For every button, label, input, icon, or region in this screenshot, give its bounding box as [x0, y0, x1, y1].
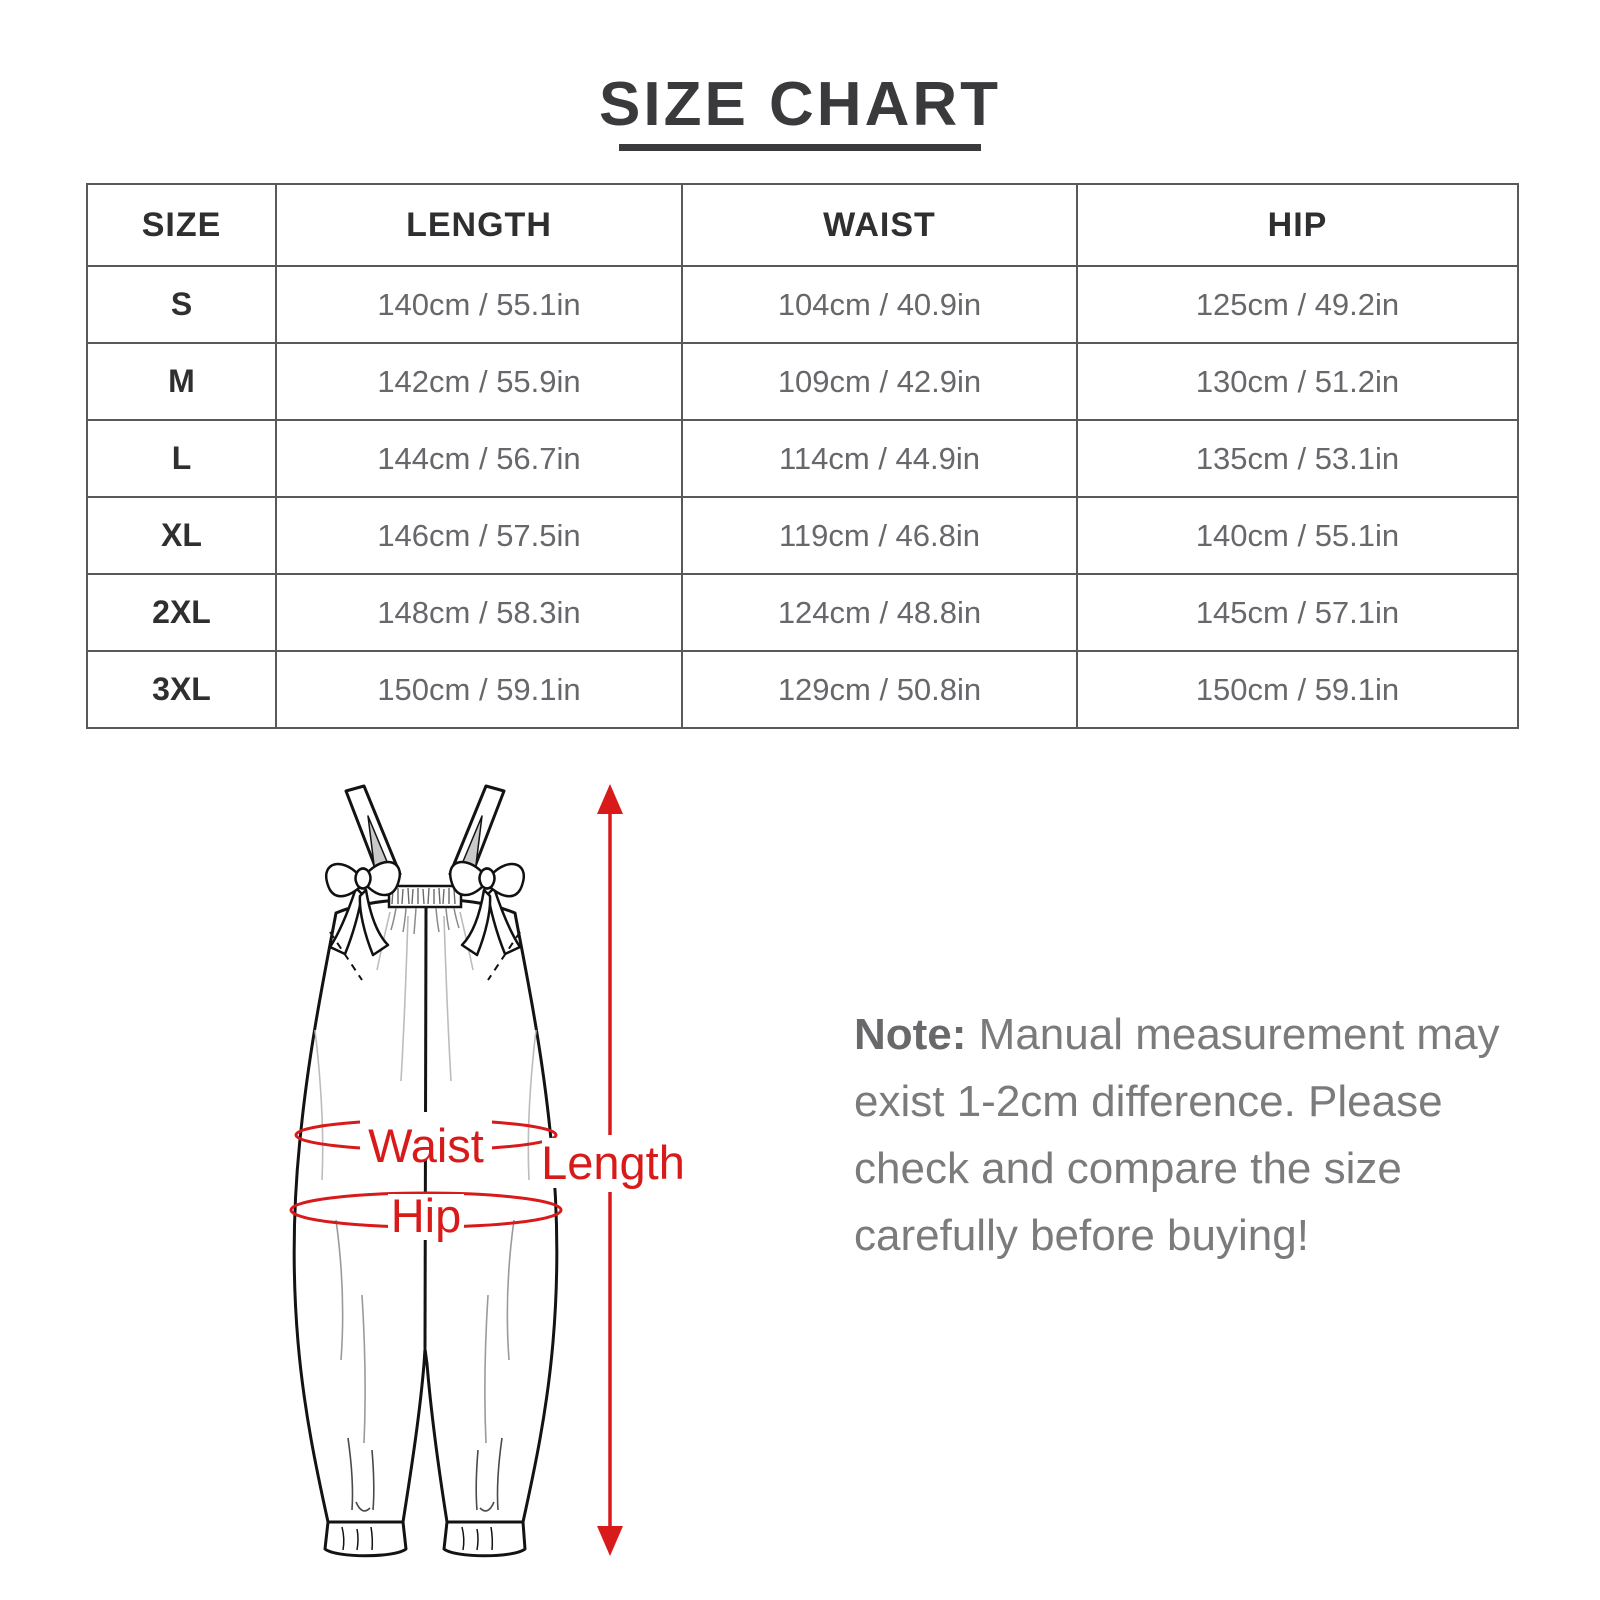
- length-value: 148cm / 58.3in: [276, 574, 682, 651]
- hip-value: 135cm / 53.1in: [1077, 420, 1518, 497]
- title-underline: [619, 144, 981, 151]
- table-row: [87, 574, 1518, 651]
- waist-value: 129cm / 50.8in: [682, 651, 1077, 728]
- waist-value: 104cm / 40.9in: [682, 266, 1077, 343]
- size-table: [86, 183, 1519, 729]
- col-header-length: LENGTH: [276, 184, 682, 266]
- page-title: SIZE CHART: [599, 70, 1001, 139]
- waist-value: 124cm / 48.8in: [682, 574, 1077, 651]
- hip-label: Hip: [390, 1189, 462, 1242]
- table-row: [87, 651, 1518, 728]
- size-value: 2XL: [87, 574, 276, 651]
- length-arrowhead-up: [597, 784, 623, 814]
- size-value: XL: [87, 497, 276, 574]
- length-arrowhead-down: [597, 1526, 623, 1556]
- size-value: S: [87, 266, 276, 343]
- table-header-row: [87, 184, 1518, 266]
- length-value: 150cm / 59.1in: [276, 651, 682, 728]
- waist-label: Waist: [368, 1119, 484, 1172]
- hip-value: 150cm / 59.1in: [1077, 651, 1518, 728]
- note-label: Note:: [854, 1010, 967, 1059]
- length-value: 144cm / 56.7in: [276, 420, 682, 497]
- hip-value: 140cm / 55.1in: [1077, 497, 1518, 574]
- jumpsuit-measurement-diagram: [240, 750, 720, 1570]
- col-header-hip: HIP: [1077, 184, 1518, 266]
- length-value: 140cm / 55.1in: [276, 266, 682, 343]
- col-header-waist: WAIST: [682, 184, 1077, 266]
- table-row: [87, 266, 1518, 343]
- size-value: M: [87, 343, 276, 420]
- waist-value: 119cm / 46.8in: [682, 497, 1077, 574]
- hip-value: 125cm / 49.2in: [1077, 266, 1518, 343]
- shoulder-straps: [346, 786, 504, 882]
- col-header-size: SIZE: [87, 184, 276, 266]
- table-row: [87, 343, 1518, 420]
- size-value: L: [87, 420, 276, 497]
- table-row: [87, 497, 1518, 574]
- waist-value: 109cm / 42.9in: [682, 343, 1077, 420]
- note-body: Manual measurement may exist 1-2cm difference. Please check and compare the size carefully before buying!: [854, 1010, 1500, 1260]
- waist-value: 114cm / 44.9in: [682, 420, 1077, 497]
- length-value: 146cm / 57.5in: [276, 497, 682, 574]
- size-value: 3XL: [87, 651, 276, 728]
- page-title-block: [0, 70, 1600, 151]
- hip-value: 145cm / 57.1in: [1077, 574, 1518, 651]
- table-row: [87, 420, 1518, 497]
- leg-cuffs: [325, 1522, 525, 1556]
- note-text: [854, 1001, 1504, 1269]
- hip-value: 130cm / 51.2in: [1077, 343, 1518, 420]
- length-label: Length: [541, 1136, 685, 1189]
- elastic-band: [389, 886, 461, 907]
- length-value: 142cm / 55.9in: [276, 343, 682, 420]
